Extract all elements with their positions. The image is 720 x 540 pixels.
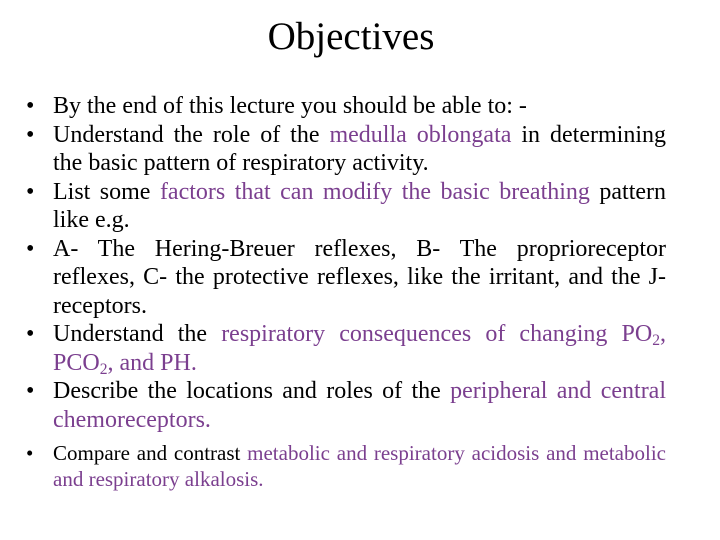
bullet-icon: •: [26, 378, 35, 404]
highlighted-text: , PCO: [53, 321, 666, 376]
bullet-icon: •: [26, 93, 35, 119]
objective-item: [26, 377, 666, 434]
objective-item: [26, 121, 666, 178]
objective-text: Describe the locations and roles of the: [53, 378, 451, 404]
bullet-icon: •: [26, 321, 35, 347]
highlighted-text: peripheral and central chemoreceptors.: [53, 378, 667, 433]
objective-text: By the end of this lecture you should be able to: -: [53, 93, 527, 119]
highlighted-text: respiratory consequences of changing PO: [221, 321, 653, 347]
highlighted-text: and metabolic and respiratory alkalosis.: [53, 441, 666, 491]
objective-text: A- The Hering-Breuer reflexes, B- The proprioreceptor reflexes, C- the protective reflexes, like the irritant, and the J-receptors.: [53, 235, 666, 319]
highlighted-text: factors that can modify the basic breathing: [159, 178, 590, 205]
objective-item: [26, 320, 666, 377]
objective-item: [26, 440, 666, 492]
highlighted-text: medulla oblongata: [329, 121, 512, 148]
objective-text: Compare and contrast: [53, 441, 248, 465]
highlighted-text: 2: [652, 331, 660, 349]
objective-text: pattern like e.g.: [53, 178, 667, 233]
bullet-icon: •: [26, 178, 35, 205]
objective-text: Understand the: [53, 321, 222, 347]
objective-item: [26, 235, 666, 321]
slide-title: Objectives: [267, 15, 435, 58]
objectives-list: [26, 92, 666, 492]
objective-text: List some: [53, 178, 160, 205]
objective-item: [26, 92, 666, 121]
objective-text: in determining the basic pattern of respiratory activity.: [53, 121, 666, 176]
bullet-icon: •: [26, 121, 35, 148]
highlighted-text: 2: [99, 360, 108, 378]
bullet-icon: •: [26, 441, 34, 465]
objective-item: [26, 178, 666, 235]
bullet-icon: •: [26, 235, 35, 262]
highlighted-text: metabolic and respiratory acidosis: [247, 441, 540, 465]
objective-text: Understand the role of the: [53, 121, 330, 148]
highlighted-text: , and PH.: [107, 349, 197, 376]
